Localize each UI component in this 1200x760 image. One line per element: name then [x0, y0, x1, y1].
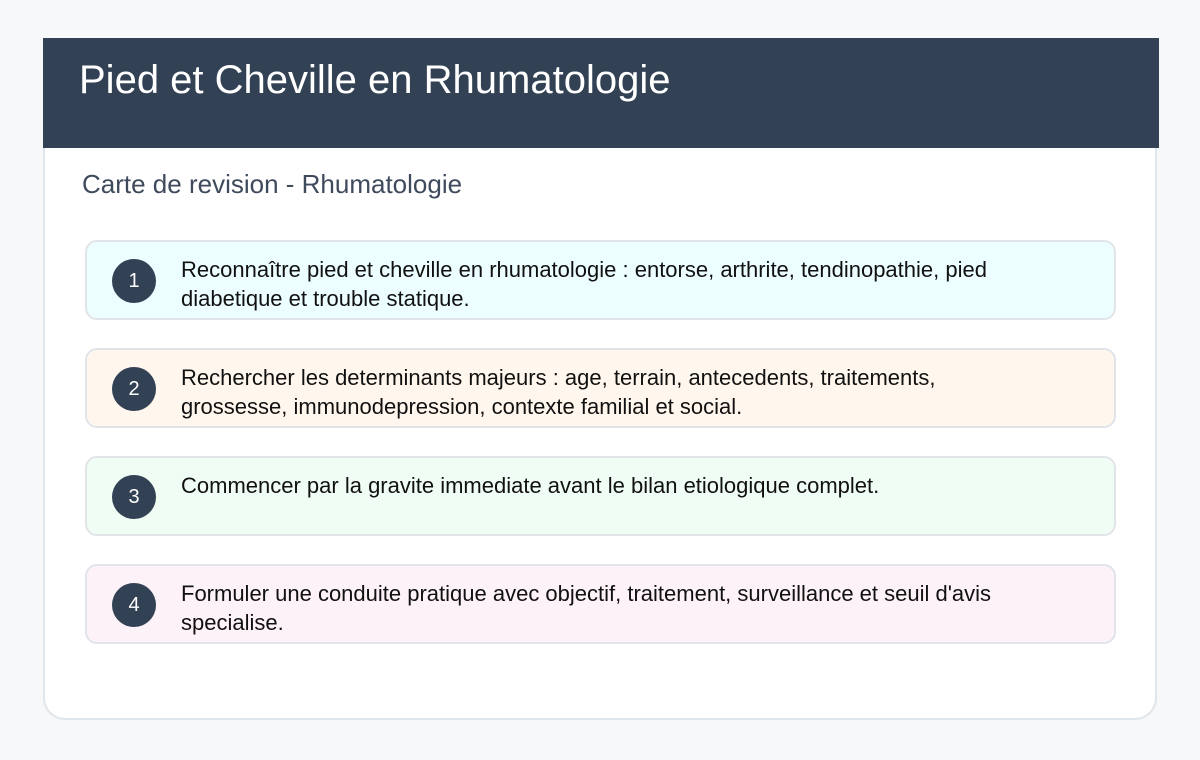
page-title: Pied et Cheville en Rhumatologie [79, 58, 671, 102]
item-text: Rechercher les determinants majeurs : age, terrain, antecedents, traitements, grossesse, immunodepression, contexte familial et social. [181, 365, 936, 419]
list-item [85, 240, 1116, 320]
item-text: Formuler une conduite pratique avec objectif, traitement, surveillance et seuil d'avis specialise. [181, 581, 992, 635]
list-item [85, 456, 1116, 536]
item-number-badge: 2 [112, 367, 156, 411]
card-subtitle: Carte de revision - Rhumatologie [82, 169, 463, 199]
card-header [43, 38, 1159, 148]
item-text: Reconnaître pied et cheville en rhumatologie : entorse, arthrite, tendinopathie, pied diabetique et trouble statique. [181, 257, 987, 311]
item-number-badge: 4 [112, 583, 156, 627]
item-text: Commencer par la gravite immediate avant le bilan etiologique complet. [181, 473, 880, 498]
list-item [85, 564, 1116, 644]
item-number-badge: 3 [112, 475, 156, 519]
item-number-badge: 1 [112, 259, 156, 303]
list-item [85, 348, 1116, 428]
